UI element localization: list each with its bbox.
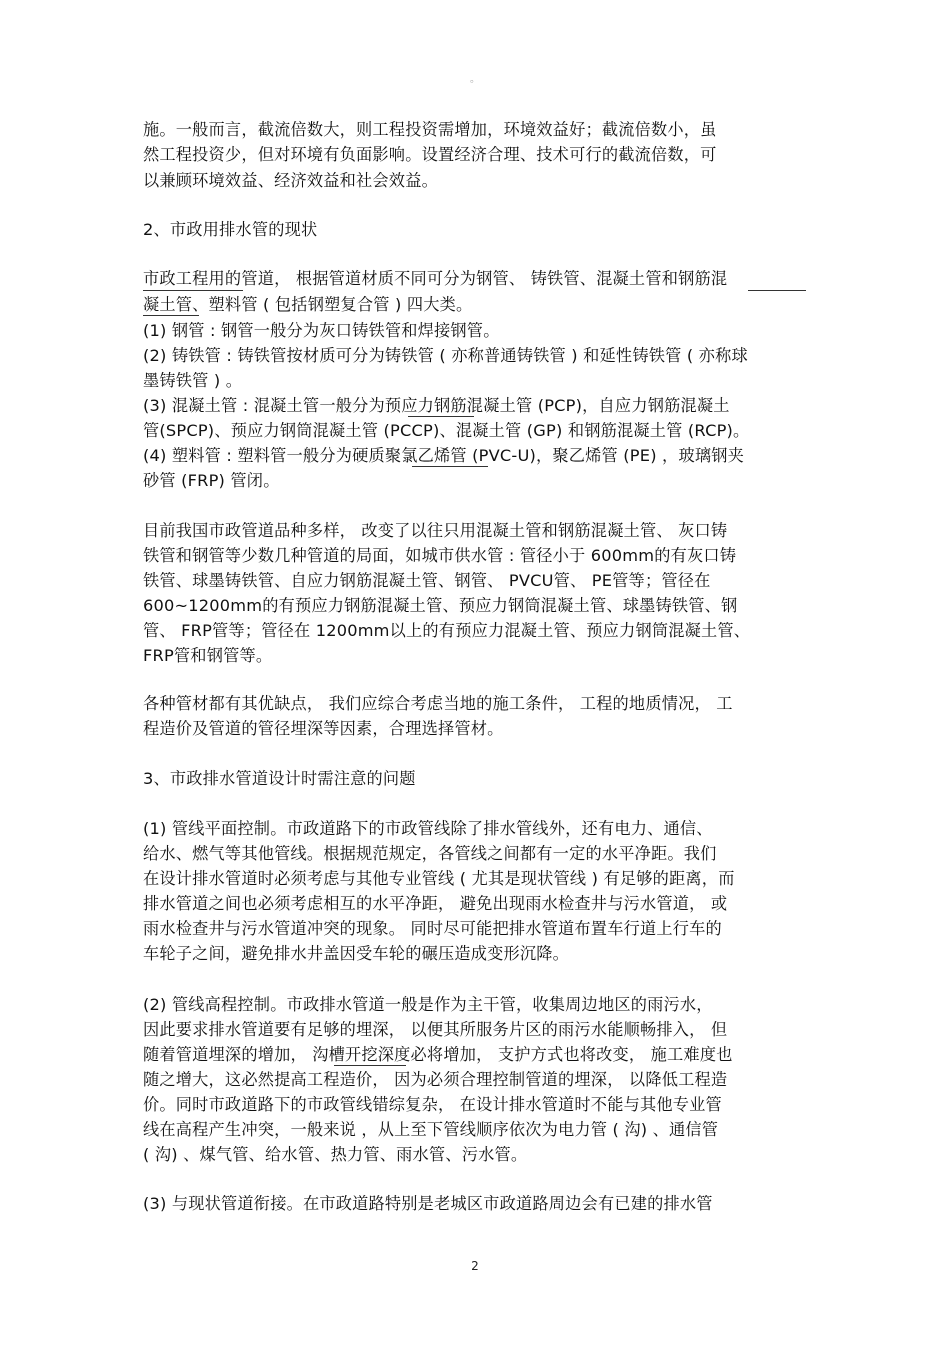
text-line: 铁管、球墨铸铁管、自应力钢筋混凝土管、钢管、 PVCU管、 PE管等；管径在 <box>143 571 711 590</box>
text-line: 排水管道之间也必须考虑相互的水平净距， 避免出现雨水检查井与污水管道， 或 <box>143 894 728 913</box>
text-line: (3) 与现状管道衔接。在市政道路特别是老城区市政道路周边会有已建的排水管 <box>143 1194 713 1213</box>
text-line: 墨铸铁管 ) 。 <box>143 371 243 390</box>
underline-mark <box>748 290 806 291</box>
text-line: 价。同时市政道路下的市政管线错综复杂， 在设计排水管道时不能与其他专业管 <box>143 1095 722 1114</box>
text-line: 随之增大，这必然提高工程造价， 因为必须合理控制管道的埋深， 以降低工程造 <box>143 1070 728 1089</box>
section-heading: 2、市政用排水管的现状 <box>143 220 318 239</box>
text-line: (1) 管线平面控制。市政道路下的市政管线除了排水管线外，还有电力、通信、 <box>143 819 713 838</box>
text-line: 车轮子之间，避免排水井盖因受车轮的碾压造成变形沉降。 <box>143 944 570 963</box>
top-mark: 。 <box>470 74 480 85</box>
text-line: 程造价及管道的管径埋深等因素，合理选择管材。 <box>143 719 504 738</box>
text-line: 线在高程产生冲突，一般来说 ，从上至下管线顺序依次为电力管 ( 沟) 、通信管 <box>143 1120 719 1139</box>
text-line: 在设计排水管道时必须考虑与其他专业管线 ( 尤其是现状管线 ) 有足够的距离，而 <box>143 869 735 888</box>
text-line: (1) 钢管 : 钢管一般分为灰口铸铁管和焊接钢管。 <box>143 321 500 340</box>
section-heading: 3、市政排水管道设计时需注意的问题 <box>143 769 416 788</box>
text-line: 目前我国市政管道品种多样， 改变了以往只用混凝土管和钢筋混凝土管、 灰口铸 <box>143 521 728 540</box>
text-line: FRP管和钢管等。 <box>143 646 273 665</box>
text-line: 铁管和钢管等少数几种管道的局面，如城市供水管 : 管径小于 600mm的有灰口铸 <box>143 546 737 565</box>
text-line: 凝土管、塑料管 ( 包括钢塑复合管 ) 四大类。 <box>143 295 473 314</box>
text-line: 给水、燃气等其他管线。根据规范规定，各管线之间都有一定的水平净距。我们 <box>143 844 717 863</box>
underline-mark <box>334 1065 406 1066</box>
text-line: (3) 混凝土管 : 混凝土管一般分为预应力钢筋混凝土管 (PCP)，自应力钢筋混凝土 <box>143 396 730 415</box>
text-line: 管、 FRP管等；管径在 1200mm以上的有预应力混凝土管、预应力钢筒混凝土管、 <box>143 621 751 640</box>
text-line: 雨水检查井与污水管道冲突的现象。 同时尽可能把排水管道布置车行道上行车的 <box>143 919 722 938</box>
text-line: 随着管道埋深的增加， 沟槽开挖深度必将增加， 支护方式也将改变， 施工难度也 <box>143 1045 733 1064</box>
text-line: ( 沟) 、煤气管、给水管、热力管、雨水管、污水管。 <box>143 1145 528 1164</box>
text-line: 施。一般而言，截流倍数大，则工程投资需增加，环境效益好；截流倍数小，虽 <box>143 120 717 139</box>
page-number: 2 <box>471 1259 479 1273</box>
text-line: 市政工程用的管道， 根据管道材质不同可分为钢管、 铸铁管、混凝土管和钢筋混 <box>143 269 728 288</box>
text-line: 管(SPCP)、预应力钢筒混凝土管 (PCCP)、混凝土管 (GP) 和钢筋混凝土管 (RCP)。 <box>143 421 750 440</box>
underline-mark <box>408 416 474 417</box>
text-line: 砂管 (FRP) 管闭。 <box>143 471 280 490</box>
text-line: 600~1200mm的有预应力钢筋混凝土管、预应力钢筒混凝土管、球墨铸铁管、钢 <box>143 596 738 615</box>
text-line: 各种管材都有其优缺点， 我们应综合考虑当地的施工条件， 工程的地质情况， 工 <box>143 694 733 713</box>
underline-mark <box>143 315 199 316</box>
text-line: 以兼顾环境效益、经济效益和社会效益。 <box>143 171 438 190</box>
text-line: (2) 铸铁管 : 铸铁管按材质可分为铸铁管 ( 亦称普通铸铁管 ) 和延性铸铁管 ( 亦称球 <box>143 346 748 365</box>
underline-mark <box>143 290 243 291</box>
text-line: 因此要求排水管道要有足够的埋深， 以便其所服务片区的雨污水能顺畅排入， 但 <box>143 1020 728 1039</box>
underline-mark <box>412 466 488 467</box>
text-line: 然工程投资少，但对环境有负面影响。设置经济合理、技术可行的截流倍数，可 <box>143 145 717 164</box>
text-line: (4) 塑料管 : 塑料管一般分为硬质聚氯乙烯管 (PVC-U)，聚乙烯管 (PE) ，玻璃钢夹 <box>143 446 744 465</box>
text-line: (2) 管线高程控制。市政排水管道一般是作为主干管，收集周边地区的雨污水， <box>143 995 713 1014</box>
